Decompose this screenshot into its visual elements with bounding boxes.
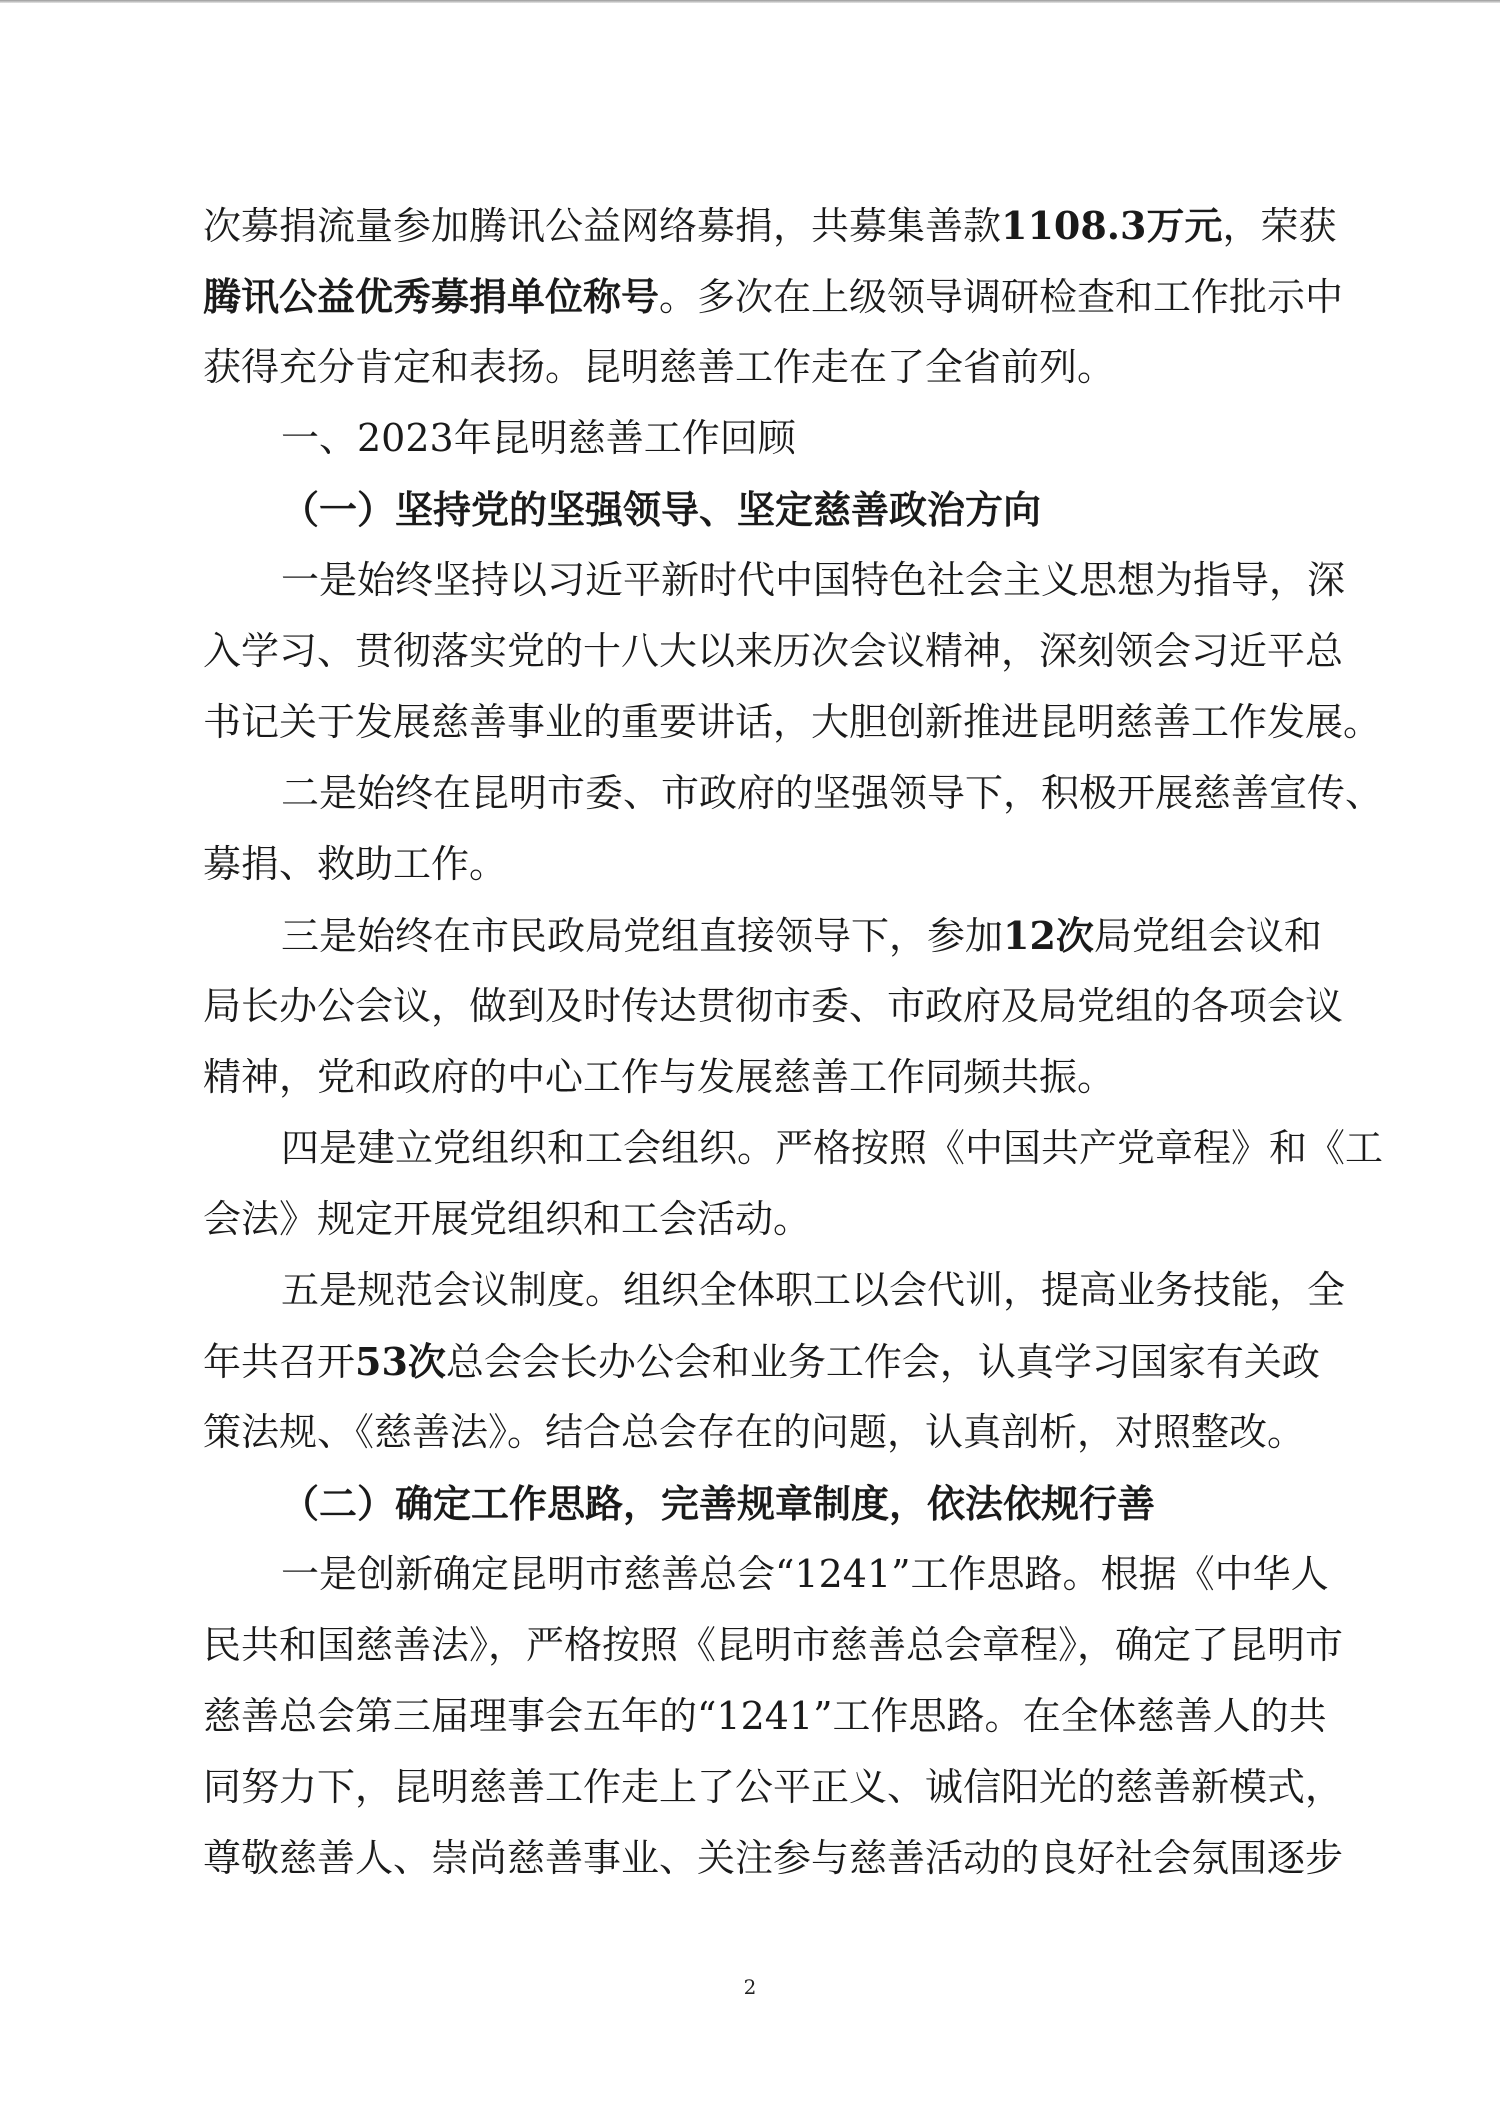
subsection-heading-2: （二）确定工作思路，完善规章制度，依法依规行善 <box>281 1481 1156 1526</box>
paragraph-line: 入学习、贯彻落实党的十八大以来历次会议精神，深刻领会习近平总 <box>203 629 1344 673</box>
paragraph-line <box>203 190 1337 261</box>
text-run: 次募捐流量参加腾讯公益网络募捐，共募集善款 <box>203 204 1002 248</box>
subsection-heading-1: （一）坚持党的坚强领导、坚定慈善政治方向 <box>281 487 1042 532</box>
section-heading: 一、2023年昆明慈善工作回顾 <box>281 416 796 460</box>
paragraph-line <box>203 1326 1320 1397</box>
paragraph-line: 二是始终在昆明市委、市政府的坚强领导下，积极开展慈善宣传、 <box>281 771 1384 815</box>
text-run: 总会会长办公会和业务工作会，认真学习国家有关政 <box>445 1340 1320 1384</box>
paragraph-line: 书记关于发展慈善事业的重要讲话，大胆创新推进昆明慈善工作发展。 <box>203 700 1382 744</box>
text-run: 三是始终在市民政局党组直接领导下，参加 <box>281 914 1004 958</box>
bold-award-title: 腾讯公益优秀募捐单位称号 <box>203 274 660 319</box>
scan-top-edge <box>0 0 1500 3</box>
paragraph-line: 民共和国慈善法》，严格按照《昆明市慈善总会章程》，确定了昆明市 <box>203 1623 1344 1667</box>
paragraph-line: 一是创新确定昆明市慈善总会“1241”工作思路。根据《中华人 <box>281 1552 1329 1596</box>
bold-amount: 1108.3万元 <box>1001 203 1223 248</box>
text-run: 。多次在上级领导调研检查和工作批示中 <box>659 275 1344 319</box>
page-number: 2 <box>743 1975 757 1999</box>
paragraph-line: 获得充分肯定和表扬。昆明慈善工作走在了全省前列。 <box>203 345 1116 389</box>
document-body <box>203 190 1384 1894</box>
bold-count: 12次 <box>1003 913 1094 958</box>
text-run: ，荣获 <box>1222 204 1337 248</box>
paragraph-line: 募捐、救助工作。 <box>203 842 508 886</box>
paragraph-line: 尊敬慈善人、崇尚慈善事业、关注参与慈善活动的良好社会氛围逐步 <box>203 1836 1344 1880</box>
paragraph-line: 同努力下，昆明慈善工作走上了公平正义、诚信阳光的慈善新模式， <box>203 1765 1344 1809</box>
paragraph-line: 一是始终坚持以习近平新时代中国特色社会主义思想为指导，深 <box>281 558 1346 602</box>
paragraph-line: 局长办公会议，做到及时传达贯彻市委、市政府及局党组的各项会议 <box>203 984 1344 1028</box>
paragraph-line: 四是建立党组织和工会组织。严格按照《中国共产党章程》和《工 <box>281 1126 1384 1170</box>
paragraph-line: 策法规、《慈善法》。结合总会存在的问题，认真剖析，对照整改。 <box>203 1410 1306 1454</box>
paragraph-line: 会法》规定开展党组织和工会活动。 <box>203 1197 812 1241</box>
text-run: 局党组会议和 <box>1093 914 1322 958</box>
text-run: 年共召开 <box>203 1340 356 1384</box>
paragraph-line <box>203 261 1344 332</box>
paragraph-line: 精神，党和政府的中心工作与发展慈善工作同频共振。 <box>203 1055 1116 1099</box>
bold-count: 53次 <box>355 1339 446 1384</box>
paragraph-line <box>203 900 1322 971</box>
paragraph-line: 慈善总会第三届理事会五年的“1241”工作思路。在全体慈善人的共 <box>203 1694 1327 1738</box>
paragraph-line: 五是规范会议制度。组织全体职工以会代训，提高业务技能，全 <box>281 1268 1346 1312</box>
